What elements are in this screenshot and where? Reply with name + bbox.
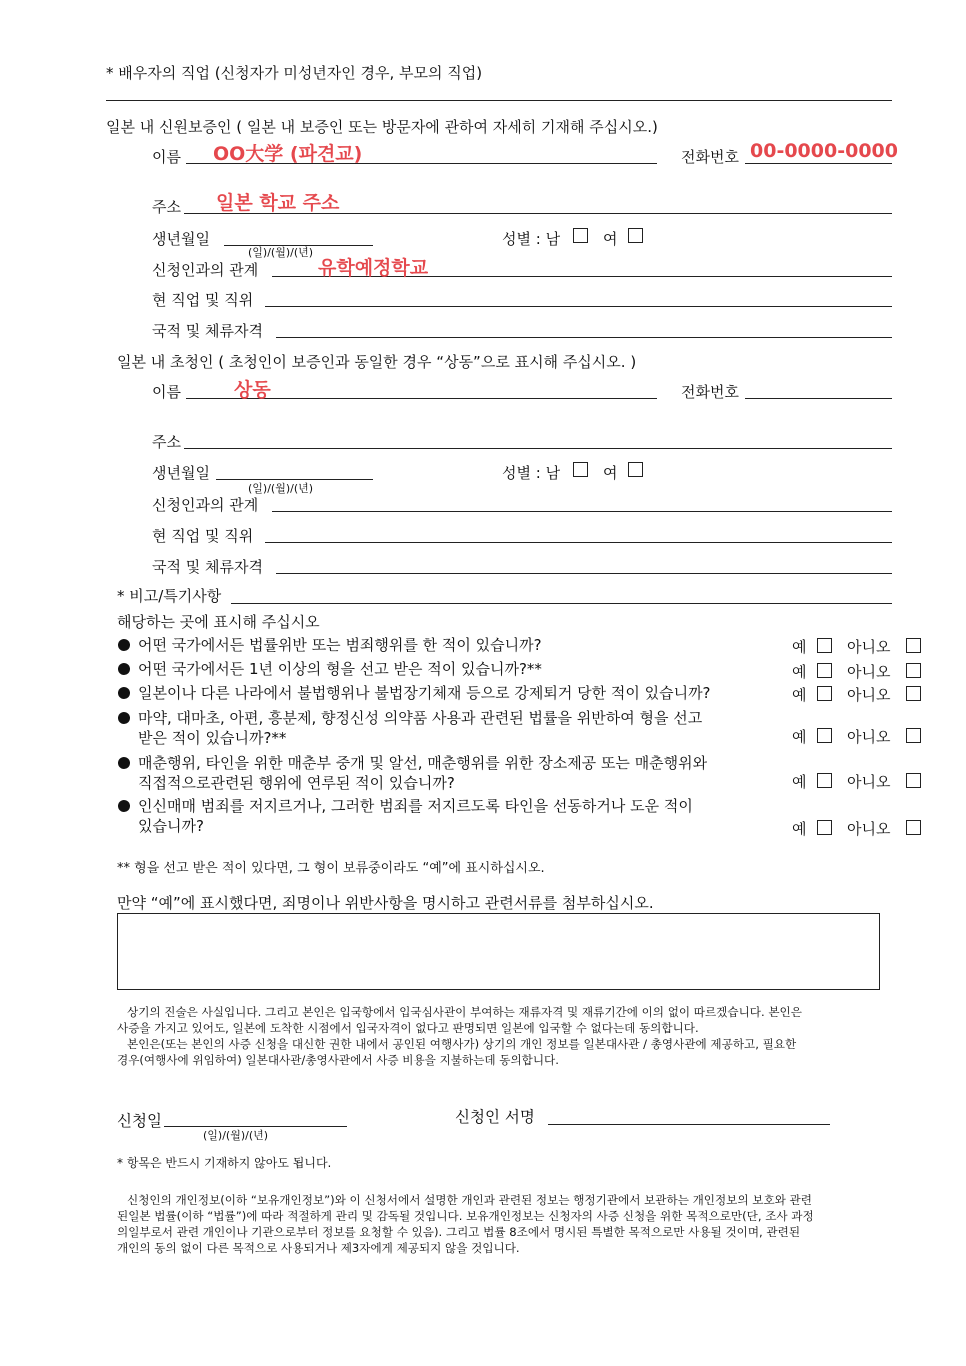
- inviter-name-label: 이름: [152, 383, 181, 401]
- remarks-field[interactable]: [231, 603, 892, 604]
- guarantor-dob-hint: (일)/(월)/(년): [248, 246, 314, 259]
- q2-yes-label: 예: [792, 663, 807, 681]
- bullet-icon: [118, 687, 130, 699]
- bullet-icon: [118, 757, 130, 769]
- question-2: 어떤 국가에서든 1년 이상의 형을 선고 받은 적이 있습니까?**: [138, 660, 542, 678]
- bullet-icon: [118, 639, 130, 651]
- privacy-notice: [117, 1192, 814, 1256]
- inviter-male-checkbox[interactable]: [573, 462, 588, 477]
- question-4-line-2: 받은 적이 있습니까?**: [138, 729, 287, 747]
- inviter-header: 일본 내 초청인 ( 초청인이 보증인과 동일한 경우 “상동”으로 표시해 주십시오. ): [117, 353, 637, 371]
- inviter-female-checkbox[interactable]: [628, 462, 643, 477]
- bullet-icon: [118, 712, 130, 724]
- signature-label: 신청인 서명: [455, 1108, 535, 1126]
- inviter-dob-hint: (일)/(월)/(년): [248, 482, 314, 495]
- guarantor-occupation-field[interactable]: [265, 306, 892, 307]
- q6-no-checkbox[interactable]: [906, 820, 921, 835]
- q5-yes-checkbox[interactable]: [817, 773, 832, 788]
- q1-no-label: 아니오: [847, 638, 891, 656]
- guarantor-name-label: 이름: [152, 148, 181, 166]
- question-4-line-1: 마약, 대마초, 아편, 흥분제, 향정신성 의약품 사용과 관련된 법률을 위반하여 형을 선고: [138, 709, 703, 727]
- q1-yes-label: 예: [792, 638, 807, 656]
- q4-no-label: 아니오: [847, 728, 891, 746]
- q2-no-label: 아니오: [847, 663, 891, 681]
- question-5-line-2: 직접적으로관련된 행위에 연루된 적이 있습니까?: [138, 774, 455, 792]
- q4-yes-label: 예: [792, 728, 807, 746]
- inviter-relation-field[interactable]: [272, 511, 892, 512]
- q6-no-label: 아니오: [847, 820, 891, 838]
- declaration-line-4: 경우(여행사에 위임하여) 일본대사관/총영사관에서 사증 비용을 지불하는데 동의합니다.: [117, 1053, 559, 1067]
- spouse-occupation-field[interactable]: [106, 100, 892, 101]
- q1-yes-checkbox[interactable]: [817, 638, 832, 653]
- inviter-nationality-label: 국적 및 체류자격: [152, 558, 263, 576]
- privacy-line-3: 의일부로서 관련 개인이나 기관으로부터 정보를 요청할 수 있음). 그리고 법률 8조에서 명시된 특별한 목적으로만 사용될 것이며, 관련된: [117, 1225, 801, 1239]
- guarantor-phone-label: 전화번호: [681, 148, 739, 166]
- privacy-line-4: 개인의 동의 없이 다른 목적으로 사용되거나 제3자에게 제공되지 않을 것입니다.: [117, 1241, 520, 1255]
- guarantor-relation-label: 신청인과의 관계: [152, 261, 259, 279]
- guarantor-name-value: OO大学 (파견교): [213, 143, 363, 165]
- declaration: [117, 1004, 802, 1068]
- q3-yes-label: 예: [792, 686, 807, 704]
- application-date-hint: (일)/(월)/(년): [203, 1129, 269, 1142]
- remarks-label: * 비고/특기사항: [117, 587, 222, 605]
- guarantor-address-value: 일본 학교 주소: [216, 192, 340, 214]
- question-3: 일본이나 다른 나라에서 불법행위나 불법장기체재 등으로 강제퇴거 당한 적이 있습니까?: [138, 684, 711, 702]
- privacy-line-2: 된일본 법률(이하 “법률”)에 따라 적절하게 관리 및 감독될 것입니다. 보유개인정보는 신청자의 사증 신청을 위한 목적으로만(단, 조사 과정: [117, 1209, 814, 1223]
- guarantor-address-label: 주소: [152, 198, 181, 216]
- inviter-address-field[interactable]: [184, 448, 892, 449]
- privacy-line-1: 신청인의 개인정보(이하 “보유개인정보”)와 이 신청서에서 설명한 개인과 관련된 정보는 행정기관에서 보관하는 개인정보의 보호와 관련: [127, 1193, 812, 1207]
- inviter-nationality-field[interactable]: [276, 573, 892, 574]
- guarantor-header: 일본 내 신원보증인 ( 일본 내 보증인 또는 방문자에 관하여 자세히 기재해 주십시오.): [106, 118, 658, 136]
- declaration-line-1: 상기의 진술은 사실입니다. 그리고 본인은 입국항에서 입국심사관이 부여하는 재류자격 및 재류기간에 이의 없이 따르겠습니다. 본인은: [127, 1005, 802, 1019]
- q3-no-checkbox[interactable]: [906, 686, 921, 701]
- guarantor-phone-field[interactable]: [745, 163, 892, 164]
- guarantor-nationality-label: 국적 및 체류자격: [152, 322, 263, 340]
- application-date-label: 신청일: [117, 1112, 162, 1130]
- q2-no-checkbox[interactable]: [906, 663, 921, 678]
- guarantor-dob-label: 생년월일: [152, 230, 210, 248]
- question-5-line-1: 매춘행위, 타인을 위한 매춘부 중개 및 알선, 매춘행위를 위한 장소제공 또는 매춘행위와: [138, 754, 708, 772]
- bullet-icon: [118, 663, 130, 675]
- question-6-line-1: 인신매매 범죄를 저지르거나, 그러한 범죄를 저지르도록 타인을 선동하거나 도운 적이: [138, 797, 693, 815]
- inviter-phone-label: 전화번호: [681, 383, 739, 401]
- spouse-occupation-label: * 배우자의 직업 (신청자가 미성년자인 경우, 부모의 직업): [106, 64, 483, 82]
- guarantor-phone-value: 00-0000-0000: [750, 140, 898, 162]
- q2-yes-checkbox[interactable]: [817, 663, 832, 678]
- inviter-address-label: 주소: [152, 433, 181, 451]
- q3-no-label: 아니오: [847, 686, 891, 704]
- inviter-relation-label: 신청인과의 관계: [152, 496, 259, 514]
- signature-field[interactable]: [548, 1124, 830, 1125]
- inviter-phone-field[interactable]: [745, 398, 892, 399]
- optional-note: * 항목은 반드시 기재하지 않아도 됩니다.: [117, 1156, 332, 1170]
- inviter-sex-label: 성별 : 남: [502, 464, 561, 482]
- inviter-female-label: 여: [603, 464, 618, 482]
- q6-yes-label: 예: [792, 820, 807, 838]
- q5-yes-label: 예: [792, 773, 807, 791]
- q5-no-label: 아니오: [847, 773, 891, 791]
- guarantor-female-checkbox[interactable]: [628, 228, 643, 243]
- guarantor-relation-value: 유학예정학교: [318, 257, 429, 279]
- declaration-line-3: 본인은(또는 본인의 사증 신청을 대신한 권한 내에서 공인된 여행사가) 상기의 개인 정보를 일본대사관 / 총영사관에 제공하고, 필요한: [127, 1037, 797, 1051]
- guarantor-female-label: 여: [603, 230, 618, 248]
- question-1: 어떤 국가에서든 법률위반 또는 범죄행위를 한 적이 있습니까?: [138, 636, 542, 654]
- inviter-dob-label: 생년월일: [152, 464, 210, 482]
- if-yes-instruction: 만약 “예”에 표시했다면, 죄명이나 위반사항을 명시하고 관련서류를 첨부하십시오.: [117, 894, 654, 912]
- bullet-icon: [118, 800, 130, 812]
- guarantor-nationality-field[interactable]: [276, 337, 892, 338]
- q3-yes-checkbox[interactable]: [817, 686, 832, 701]
- declaration-line-2: 사증을 가지고 있어도, 일본에 도착한 시점에서 입국자격이 없다고 판명되면 일본에 입국할 수 없다는데 동의합니다.: [117, 1021, 699, 1035]
- q5-no-checkbox[interactable]: [906, 773, 921, 788]
- questions-header: 해당하는 곳에 표시해 주십시오: [117, 613, 320, 631]
- q4-yes-checkbox[interactable]: [817, 728, 832, 743]
- details-textarea[interactable]: [117, 913, 880, 990]
- guarantor-occupation-label: 현 직업 및 직위: [152, 291, 254, 309]
- question-6-line-2: 있습니까?: [138, 817, 204, 835]
- q6-yes-checkbox[interactable]: [817, 820, 832, 835]
- q4-no-checkbox[interactable]: [906, 728, 921, 743]
- guarantor-sex-label: 성별 : 남: [502, 230, 561, 248]
- footnote: ** 형을 선고 받은 적이 있다면, 그 형이 보류중이라도 “예”에 표시하십시오.: [117, 861, 545, 876]
- q1-no-checkbox[interactable]: [906, 638, 921, 653]
- guarantor-male-checkbox[interactable]: [573, 228, 588, 243]
- inviter-name-value: 상동: [234, 379, 271, 401]
- inviter-occupation-label: 현 직업 및 직위: [152, 527, 254, 545]
- inviter-occupation-field[interactable]: [265, 542, 892, 543]
